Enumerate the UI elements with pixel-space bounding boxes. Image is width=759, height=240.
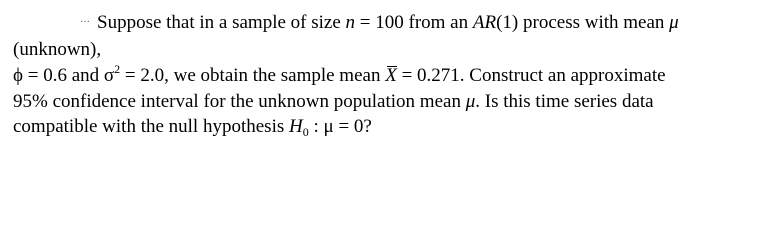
sample-mean-symbol: X <box>385 65 397 86</box>
problem-line-5 <box>13 116 372 138</box>
sample-size-var: n <box>345 12 356 33</box>
mean-symbol-2: μ <box>465 91 476 112</box>
problem-line-3 <box>13 62 666 87</box>
sample-mean-value: = 0.271. Construct an approximate <box>396 65 666 86</box>
line1-order: (1) process with mean <box>496 12 670 33</box>
process-name: AR <box>472 12 497 33</box>
sigma-value: = 2.0, we obtain the sample mean <box>120 65 386 86</box>
problem-line-4 <box>13 91 654 113</box>
problem-line-1 <box>97 12 679 34</box>
line1-pre: Suppose that in a sample of size <box>97 12 346 33</box>
line5-pre: compatible with the null hypothesis <box>13 116 289 137</box>
sigma-symbol: σ <box>103 65 115 86</box>
sigma-exponent: 2 <box>114 62 121 76</box>
phi-symbol: ϕ <box>13 65 24 86</box>
mean-symbol: μ <box>669 12 679 33</box>
ellipsis-marker: ··· <box>80 17 90 28</box>
line4-pre: 95% confidence interval for the unknown population mean <box>13 91 466 112</box>
problem-line-2: (unknown), <box>13 39 102 60</box>
phi-value: = 0.6 and <box>23 65 104 86</box>
hypothesis-symbol: H <box>289 116 303 137</box>
line1-eq: = 100 from an <box>355 12 473 33</box>
line4-post: . Is this time series data <box>475 91 654 112</box>
line5-post: : μ = 0? <box>308 116 372 137</box>
hypothesis-subscript: 0 <box>302 125 309 139</box>
